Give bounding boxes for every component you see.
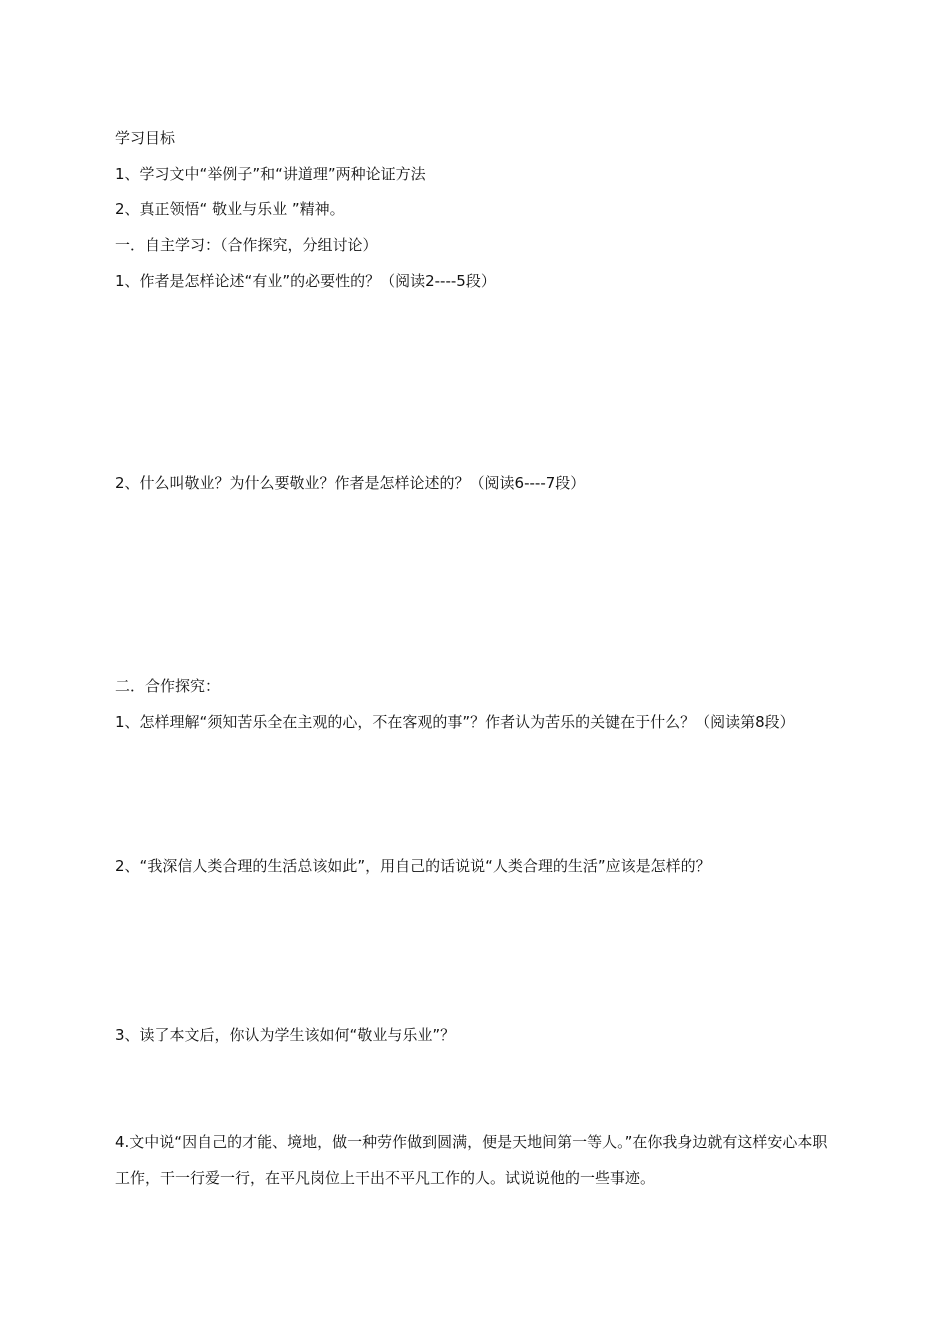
goal-1: 1、学习文中“举例子”和“讲道理”两种论证方法 [115,165,426,183]
section2-question-1: 1、怎样理解“须知苦乐全在主观的心，不在客观的事”？作者认为苦乐的关键在于什么？（阅读第8段） [115,713,795,731]
section2-question-4: 4.文中说“因自己的才能、境地，做一种劳作做到圆满，便是天地间第一等人。”在你我身边就有这样安心本职工作，干一行爱一行，在平凡岗位上干出不平凡工作的人。试说说他的一些事迹。 [115,1133,828,1187]
page-title: 学习目标 [115,129,176,147]
section2-question-2: 2、“我深信人类合理的生活总该如此”，用自己的话说说“人类合理的生活”应该是怎样的？ [115,857,711,875]
section1-question-2: 2、什么叫敬业？为什么要敬业？作者是怎样论述的？（阅读6----7段） [115,474,586,492]
section2-question-3: 3、读了本文后，你认为学生该如何“敬业与乐业”？ [115,1026,456,1044]
section2-heading: 二．合作探究： [115,677,221,695]
section1-heading: 一．自主学习：（合作探究，分组讨论） [115,236,378,254]
goal-2: 2、真正领悟“ 敬业与乐业 ”精神。 [115,200,345,218]
section1-question-1: 1、作者是怎样论述“有业”的必要性的？（阅读2----5段） [115,272,496,290]
